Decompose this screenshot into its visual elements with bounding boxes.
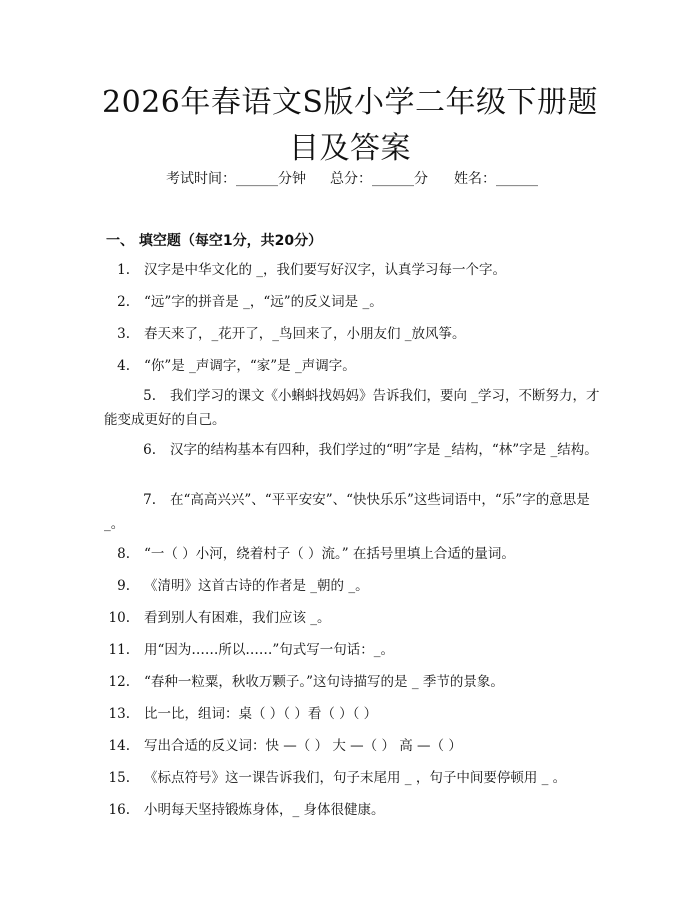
question-number: 15.: [108, 770, 130, 786]
question-item: [104, 488, 600, 536]
question-number: 2.: [117, 294, 130, 310]
question-number: 16.: [108, 802, 130, 818]
question-number: 12.: [108, 674, 130, 690]
question-item: [104, 322, 600, 346]
question-item: [104, 670, 600, 694]
question-item: [104, 798, 600, 822]
question-item: [104, 766, 600, 790]
question-item: [104, 638, 600, 662]
question-number: 11.: [108, 642, 130, 658]
exam-time-label: 考试时间：______分钟: [166, 171, 306, 187]
question-number: 13.: [108, 706, 130, 722]
question-number: 3.: [117, 326, 130, 342]
question-item: [104, 258, 600, 282]
question-item: [104, 438, 600, 462]
question-text: 写出合适的反义词：快 —（ ） 大 —（ ） 高 —（ ）: [144, 738, 462, 754]
question-text: “你”是 _声调字，“家”是 _声调字。: [144, 358, 356, 374]
question-text: 汉字的结构基本有四种，我们学过的“明”字是 _结构，“林”字是 _结构。: [170, 442, 598, 458]
question-number: 7.: [143, 492, 156, 508]
question-item: [104, 290, 600, 314]
question-text: 《清明》这首古诗的作者是 _朝的 _。: [144, 578, 369, 594]
question-text: 用“因为……所以……”句式写一句话：_。: [144, 642, 395, 658]
question-item: [104, 734, 600, 758]
student-name-label: 姓名：______: [454, 171, 538, 187]
question-text: 春天来了，_花开了，_鸟回来了，小朋友们 _放风筝。: [144, 326, 466, 342]
question-number: 10.: [108, 610, 130, 626]
question-item: [104, 606, 600, 630]
question-text: 汉字是中华文化的 _，我们要写好汉字，认真学习每一个字。: [144, 262, 507, 278]
question-number: 8.: [117, 546, 130, 562]
question-text: 《标点符号》这一课告诉我们，句子末尾用 _ ，句子中间要停顿用 _ 。: [144, 770, 567, 786]
question-text: “一（ ）小河，绕着村子（ ）流。” 在括号里填上合适的量词。: [144, 546, 515, 562]
question-item: [104, 384, 600, 432]
question-item: [104, 542, 600, 566]
total-score-label: 总分：______分: [330, 171, 428, 187]
section-heading: 一、 填空题（每空1分，共20分）: [106, 233, 323, 249]
question-text: 比一比，组词：桌（ ）（ ）看（ ）（ ）: [144, 706, 378, 722]
question-number: 6.: [143, 442, 156, 458]
question-number: 14.: [108, 738, 130, 754]
question-text: “远”字的拼音是 _，“远”的反义词是 _。: [144, 294, 383, 310]
question-text: 小明每天坚持锻炼身体，_ 身体很健康。: [144, 802, 385, 818]
question-number: 9.: [117, 578, 130, 594]
question-item: [104, 702, 600, 726]
question-number: 4.: [117, 358, 130, 374]
question-text: “春种一粒粟，秋收万颗子。”这句诗描写的是 _ 季节的景象。: [144, 674, 504, 690]
question-item: [104, 354, 600, 378]
question-item: [104, 574, 600, 598]
question-number: 1.: [117, 262, 130, 278]
question-text: 看到别人有困难，我们应该 _。: [144, 610, 331, 626]
question-text: 在“高高兴兴”、“平平安安”、“快快乐乐”这些词语中，“乐”字的意思是 _。: [104, 492, 590, 532]
document-title: 2026年春语文S版小学二年级下册题目及答案: [102, 85, 598, 166]
question-number: 5.: [143, 388, 156, 404]
question-text: 我们学习的课文《小蝌蚪找妈妈》告诉我们，要向 _学习，不断努力，才能变成更好的自己。: [104, 388, 600, 428]
